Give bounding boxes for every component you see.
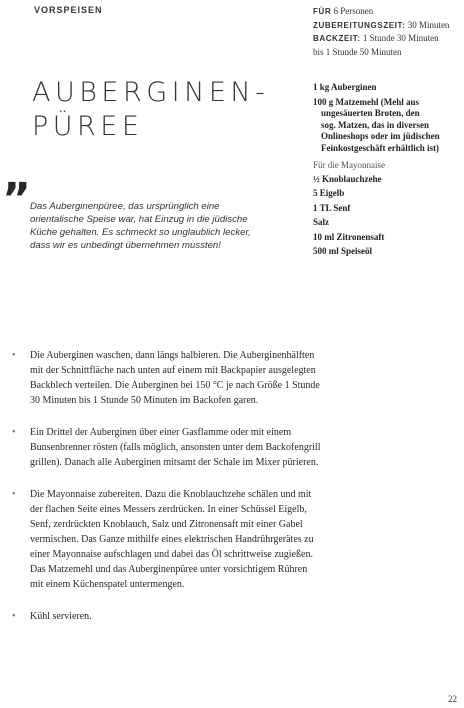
ingredient-item: 1 kg Auberginen	[313, 82, 377, 92]
step-line: Das Matzemehl und das Auberginenpüree unter vorsichtigem Rühren	[30, 564, 308, 575]
section-label: VORSPEISEN	[34, 5, 103, 15]
ingredient-item: 500 ml Speiseöl	[313, 246, 373, 256]
page-number: 22	[448, 694, 457, 704]
quote-line: Das Auberginenpüree, das ursprünglich eine	[30, 201, 220, 212]
step-4	[12, 609, 452, 624]
bullet-icon: •	[12, 350, 16, 361]
title-line-1: AUBERGINEN-	[32, 77, 270, 108]
bake-time	[313, 32, 461, 46]
ingredient-line: 100 g Matzemehl (Mehl aus	[313, 96, 419, 107]
quote-line: Küche gehalten. Es schmeckt so unglaublich lecker,	[30, 227, 251, 238]
ingredient-line: Onlineshops oder im jüdischen	[321, 131, 440, 141]
quote-mark-icon: ”	[2, 174, 31, 225]
step-line: mit einem Küchenspatel untermengen.	[30, 579, 185, 590]
ingredient-item: 5 Eigelb	[313, 188, 345, 198]
step-line: Backblech verteilen. Die Auberginen bei 150 °C je nach Größe 1 Stunde	[30, 380, 320, 391]
ingredient-item: Salz	[313, 217, 330, 227]
step-3	[12, 487, 452, 592]
step-1	[12, 348, 452, 408]
prep-time-value: 30 Minuten	[407, 19, 450, 30]
step-line: vermischen. Das Ganze mithilfe eines elektrischen Handrührgerätes zu	[30, 534, 314, 545]
bake-time-value-2: bis 1 Stunde 50 Minuten	[313, 46, 402, 57]
bullet-icon: •	[12, 427, 16, 438]
instruction-steps	[12, 348, 452, 641]
bullet-icon: •	[12, 489, 16, 500]
step-line: grillen). Danach alle Auberginen mitsamt der Schale im Mixer pürieren.	[30, 457, 319, 468]
step-line: Ein Drittel der Auberginen über einer Gasflamme oder mit einem	[30, 427, 292, 438]
quote-line: orientalische Speise war, hat Einzug in die jüdische	[30, 214, 248, 225]
mayonnaise-subheading: Für die Mayonnaise	[313, 160, 385, 170]
ingredient-line: Feinkostgeschäft erhältlich ist)	[321, 142, 439, 153]
intro-quote	[30, 200, 292, 252]
portions-label: FÜR	[313, 7, 332, 16]
step-line: Die Mayonnaise zubereiten. Dazu die Knoblauchzehe schälen und mit	[30, 489, 312, 500]
step-line: Bunsenbrenner rösten (falls möglich, ansonsten unter dem Backofengrill	[30, 442, 321, 453]
ingredient-item: 1 TL Senf	[313, 202, 351, 213]
step-line: der flachen Seite eines Messers zerdrücken. In einer Schüssel Eigelb,	[30, 504, 307, 515]
ingredient-item	[313, 97, 461, 155]
quote-line: dass wir es unbedingt übernehmen mussten!	[30, 240, 221, 251]
prep-time-label: ZUBEREITUNGSZEIT:	[313, 20, 406, 30]
step-line: einer Mayonnaise aufschlagen und dabei das Öl schrittweise zugießen.	[30, 549, 313, 560]
portions-value: 6 Personen	[333, 6, 374, 16]
bake-time-value: 1 Stunde 30 Minuten	[362, 33, 439, 43]
portions	[313, 5, 461, 19]
bullet-icon: •	[12, 611, 16, 622]
step-line: Senf, zerdrückten Knoblauch, Salz und Zitronensaft mit einer Gabel	[30, 519, 303, 530]
step-line: 30 Minuten bis 1 Stunde 50 Minuten im Backofen garen.	[30, 395, 259, 406]
prep-time	[313, 19, 461, 33]
ingredient-item: ½ Knoblauchzehe	[313, 173, 382, 184]
ingredient-line: sog. Matzen, das in diversen	[321, 119, 429, 130]
step-line: Kühl servieren.	[30, 611, 92, 622]
ingredient-list	[313, 82, 461, 258]
bake-time-label: BACKZEIT:	[313, 34, 361, 43]
ingredient-line: ungesäuerten Broten, den	[321, 108, 420, 118]
ingredient-item: 10 ml Zitronensaft	[313, 231, 385, 242]
step-2	[12, 425, 452, 470]
recipe-title	[32, 76, 269, 144]
step-line: mit der Schnittfläche nach unten auf einem mit Backpapier ausgelegten	[30, 365, 316, 376]
recipe-meta	[313, 5, 461, 58]
step-line: Die Auberginen waschen, dann längs halbieren. Die Auberginenhälften	[30, 350, 315, 361]
title-line-2: PÜREE	[32, 111, 144, 142]
